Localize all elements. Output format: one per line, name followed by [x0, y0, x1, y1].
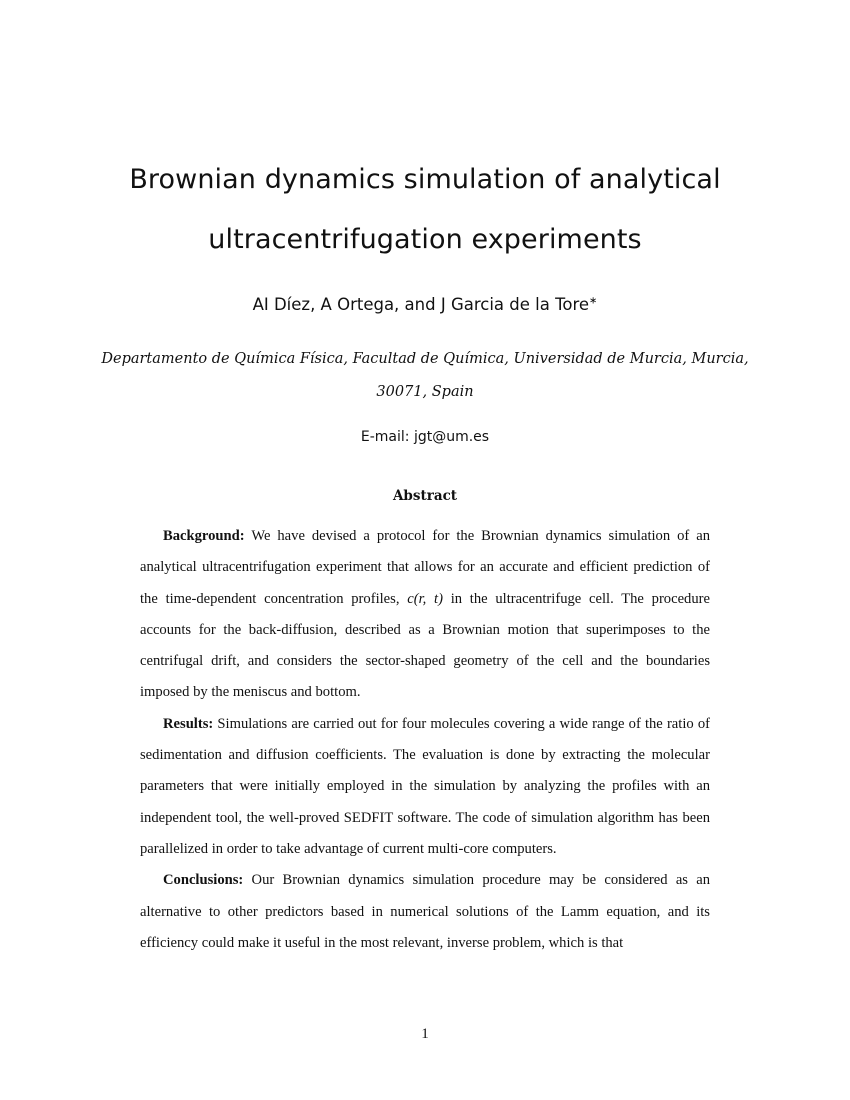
background-text-2: in the ultracentrifuge cell. The procedure accounts for the back-diffusion, described as a Brownian motion that superimposes to the centrifugal drift, and considers the sector-shaped geometry of the cell and the boundaries imposed by the meniscus and bottom.: [140, 590, 710, 701]
abstract-results-paragraph: [140, 709, 710, 865]
results-text: Simulations are carried out for four molecules covering a wide range of the ratio of sedimentation and diffusion coefficients. The evaluation is done by extracting the molecular parameters that were initially employed in the simulation by analyzing the profiles with an independent tool, the well-proved SEDFIT software. The code of simulation algorithm has been parallelized in order to take advantage of current multi-core computers.: [140, 715, 710, 857]
paper-title: [60, 150, 790, 270]
abstract-heading: Abstract: [392, 488, 458, 504]
title-line-2: ultracentrifugation experiments: [208, 224, 642, 255]
affiliation: [90, 343, 760, 409]
contact-email: E-mail: jgt@um.es: [360, 429, 490, 445]
authors-text: AI Díez, A Ortega, and J Garcia de la Tore: [252, 295, 590, 314]
page-number: 1: [421, 1026, 429, 1042]
title-line-1: Brownian dynamics simulation of analytical: [129, 164, 721, 195]
abstract-body: [140, 521, 710, 959]
affiliation-line-2: 30071, Spain: [376, 384, 474, 400]
abstract-background-paragraph: [140, 521, 710, 709]
abstract-conclusions-paragraph: [140, 865, 710, 959]
concentration-formula: c(r, t): [407, 590, 443, 607]
results-label: Results:: [163, 715, 214, 732]
corresponding-author-marker: ∗: [589, 295, 598, 307]
conclusions-label: Conclusions:: [163, 872, 244, 889]
author-list: [60, 293, 790, 317]
affiliation-line-1: Departamento de Química Física, Facultad de Química, Universidad de Murcia, Murcia,: [101, 351, 749, 367]
background-text-1: We have devised a protocol for the Brownian dynamics simulation of an analytical ultracentrifugation experiment that allows for an accurate and efficient prediction of the time-dependent concentration profiles,: [140, 528, 710, 607]
conclusions-text: Our Brownian dynamics simulation procedure may be considered as an alternative to other predictors based in numerical solutions of the Lamm equation, and its efficiency could make it useful in the most relevant, inverse problem, which is that: [140, 872, 710, 951]
background-label: Background:: [163, 528, 245, 544]
